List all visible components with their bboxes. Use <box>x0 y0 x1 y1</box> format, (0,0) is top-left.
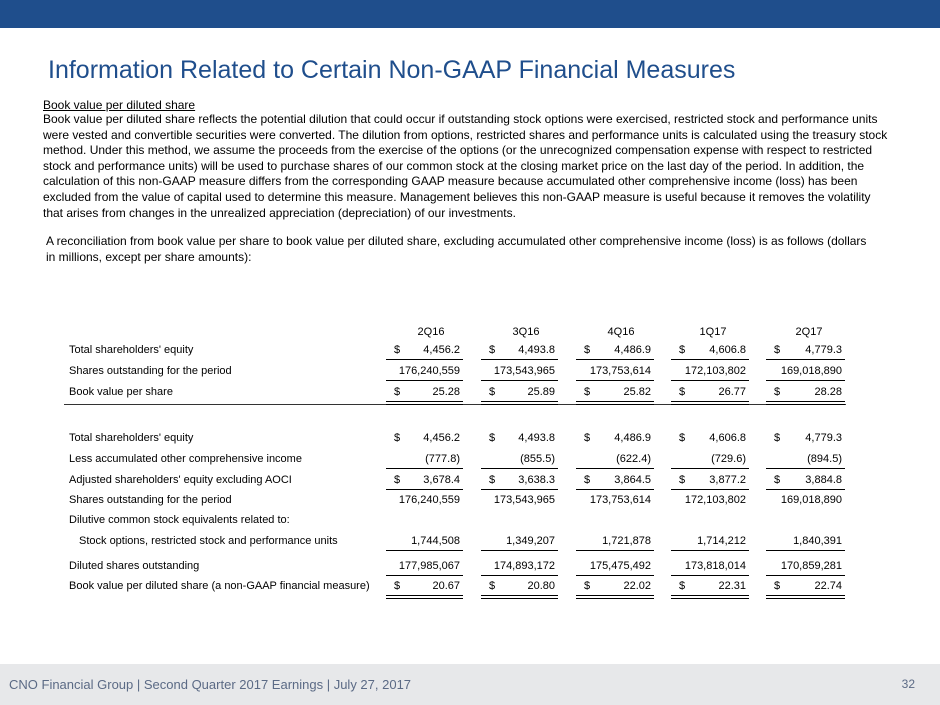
table-cell: 4,456.2 <box>423 344 460 356</box>
single-underline <box>671 550 749 551</box>
top-banner <box>0 0 940 28</box>
single-underline <box>481 380 558 381</box>
single-underline <box>386 380 463 381</box>
table-cell: (729.6) <box>711 453 746 465</box>
table-cell: 4,779.3 <box>805 432 842 444</box>
table-cell: 169,018,890 <box>780 494 842 506</box>
row-label: Total shareholders' equity <box>69 344 194 356</box>
table-cell: 4,606.8 <box>709 344 746 356</box>
single-underline <box>386 489 463 490</box>
table-cell: 173,543,965 <box>493 365 555 377</box>
currency-symbol: $ <box>679 474 686 486</box>
currency-symbol: $ <box>489 474 496 486</box>
row-label: Adjusted shareholders' equity excluding AOCI <box>69 474 292 486</box>
table-cell: 173,753,614 <box>589 494 651 506</box>
table-cell: 1,714,212 <box>697 535 746 547</box>
table-cell: 25.28 <box>432 386 460 398</box>
single-underline <box>481 468 558 469</box>
row-label: Book value per diluted share (a non-GAAP financial measure) <box>69 580 370 592</box>
row-label: Book value per share <box>69 386 173 398</box>
table-cell: 22.02 <box>623 580 651 592</box>
single-underline <box>386 359 463 360</box>
currency-symbol: $ <box>679 580 686 592</box>
table-cell: 4,606.8 <box>709 432 746 444</box>
table-cell: 28.28 <box>814 386 842 398</box>
currency-symbol: $ <box>679 432 686 444</box>
reconciliation-intro: A reconciliation from book value per share to book value per diluted share, excluding accumulated other comprehensive income (loss) is as follows (dollars in millions, except per share amounts): <box>46 234 867 264</box>
single-underline <box>576 575 654 576</box>
double-underline <box>481 401 558 405</box>
currency-symbol: $ <box>774 344 781 356</box>
table-cell: 169,018,890 <box>780 365 842 377</box>
single-underline <box>481 489 558 490</box>
row-label: Diluted shares outstanding <box>69 560 200 572</box>
footer-text: CNO Financial Group | Second Quarter 2017 Earnings | July 27, 2017 <box>9 677 412 692</box>
table-cell: 25.82 <box>623 386 651 398</box>
single-underline <box>671 380 749 381</box>
single-underline <box>481 359 558 360</box>
single-underline <box>671 468 749 469</box>
page-title: Information Related to Certain Non-GAAP Financial Measures <box>48 56 736 84</box>
table-cell: 4,486.9 <box>614 432 651 444</box>
table-cell: 1,721,878 <box>602 535 651 547</box>
table-cell: 25.89 <box>527 386 555 398</box>
double-underline <box>576 595 654 599</box>
table-cell: 3,877.2 <box>709 474 746 486</box>
single-underline <box>481 550 558 551</box>
double-underline <box>766 595 845 599</box>
column-header: 2Q17 <box>795 326 823 338</box>
currency-symbol: $ <box>679 386 686 398</box>
currency-symbol: $ <box>584 474 591 486</box>
currency-symbol: $ <box>394 580 401 592</box>
single-underline <box>766 359 845 360</box>
row-label: Shares outstanding for the period <box>69 494 232 506</box>
single-underline <box>766 575 845 576</box>
table-cell: 170,859,281 <box>780 560 842 572</box>
double-underline <box>386 401 463 405</box>
table-cell: 20.67 <box>432 580 460 592</box>
table-cell: 3,884.8 <box>805 474 842 486</box>
table-cell: 173,818,014 <box>684 560 746 572</box>
single-underline <box>576 468 654 469</box>
single-underline <box>481 575 558 576</box>
currency-symbol: $ <box>489 386 496 398</box>
double-underline <box>576 401 654 405</box>
currency-symbol: $ <box>489 344 496 356</box>
table-cell: 174,893,172 <box>493 560 555 572</box>
table-cell: 3,638.3 <box>518 474 555 486</box>
currency-symbol: $ <box>584 580 591 592</box>
currency-symbol: $ <box>584 432 591 444</box>
single-underline <box>576 380 654 381</box>
table-cell: 176,240,559 <box>398 365 460 377</box>
table-cell: 4,486.9 <box>614 344 651 356</box>
table-cell: 173,753,614 <box>589 365 651 377</box>
single-underline <box>671 359 749 360</box>
single-underline <box>386 575 463 576</box>
currency-symbol: $ <box>394 432 401 444</box>
currency-symbol: $ <box>584 344 591 356</box>
table-cell: (894.5) <box>807 453 842 465</box>
currency-symbol: $ <box>394 344 401 356</box>
double-underline <box>671 401 749 405</box>
currency-symbol: $ <box>584 386 591 398</box>
table-cell: 172,103,802 <box>684 494 746 506</box>
single-underline <box>576 550 654 551</box>
definition-paragraph: Book value per diluted share reflects the potential dilution that could occur if outstanding stock options were exercised, restricted stock and performance units were vested and convertible securities were converted. The dilution from options, restricted shares and performance units is calculated using the treasury stock method. Under this method, we assume the proceeds from the exercise of the options (or the unrecognized compensation expense with respect to restricted stock and performance units) will be used to purchase shares of our common stock at the closing market price on the last day of the period. In addition, the calculation of this non-GAAP measure differs from the corresponding GAAP measure because accumulated other comprehensive income (loss) has been excluded from the value of capital used to determine this measure. Management believes this non-GAAP measure is useful because it removes the volatility that arises from changes in the unrealized appreciation (depreciation) of our investments. <box>43 112 888 220</box>
row-label: Less accumulated other comprehensive income <box>69 453 302 465</box>
currency-symbol: $ <box>774 474 781 486</box>
currency-symbol: $ <box>679 344 686 356</box>
single-underline <box>576 359 654 360</box>
table-cell: 4,493.8 <box>518 432 555 444</box>
page-number: 32 <box>901 677 915 691</box>
column-header: 2Q16 <box>417 326 445 338</box>
table-cell: 4,779.3 <box>805 344 842 356</box>
currency-symbol: $ <box>394 386 401 398</box>
table-cell: 20.80 <box>527 580 555 592</box>
currency-symbol: $ <box>774 386 781 398</box>
currency-symbol: $ <box>774 432 781 444</box>
currency-symbol: $ <box>774 580 781 592</box>
table-cell: 22.31 <box>718 580 746 592</box>
single-underline <box>576 489 654 490</box>
column-header: 1Q17 <box>699 326 727 338</box>
section-subheading: Book value per diluted share <box>43 98 196 112</box>
double-underline <box>481 595 558 599</box>
single-underline <box>386 468 463 469</box>
table-cell: 1,840,391 <box>793 535 842 547</box>
double-underline <box>386 595 463 599</box>
currency-symbol: $ <box>489 580 496 592</box>
single-underline <box>766 468 845 469</box>
single-underline <box>766 380 845 381</box>
row-label: Stock options, restricted stock and performance units <box>79 535 338 547</box>
single-underline <box>766 550 845 551</box>
row-label: Dilutive common stock equivalents related to: <box>69 514 290 526</box>
row-label: Total shareholders' equity <box>69 432 194 444</box>
row-label: Shares outstanding for the period <box>69 365 232 377</box>
table-cell: 3,864.5 <box>614 474 651 486</box>
table-cell: 175,475,492 <box>589 560 651 572</box>
single-underline <box>766 489 845 490</box>
table-cell: 1,349,207 <box>506 535 555 547</box>
table-cell: 172,103,802 <box>684 365 746 377</box>
table-cell: 1,744,508 <box>411 535 460 547</box>
column-header: 4Q16 <box>607 326 635 338</box>
single-underline <box>671 489 749 490</box>
table-cell: 4,493.8 <box>518 344 555 356</box>
table-cell: (855.5) <box>520 453 555 465</box>
table-cell: (777.8) <box>425 453 460 465</box>
currency-symbol: $ <box>394 474 401 486</box>
double-underline <box>766 401 845 405</box>
currency-symbol: $ <box>489 432 496 444</box>
table-cell: 3,678.4 <box>423 474 460 486</box>
double-underline <box>671 595 749 599</box>
table-cell: 176,240,559 <box>398 494 460 506</box>
table-cell: (622.4) <box>616 453 651 465</box>
single-underline <box>671 575 749 576</box>
table-cell: 177,985,067 <box>398 560 460 572</box>
table-cell: 4,456.2 <box>423 432 460 444</box>
table-cell: 26.77 <box>718 386 746 398</box>
table-cell: 173,543,965 <box>493 494 555 506</box>
single-underline <box>386 550 463 551</box>
table-cell: 22.74 <box>814 580 842 592</box>
column-header: 3Q16 <box>512 326 540 338</box>
